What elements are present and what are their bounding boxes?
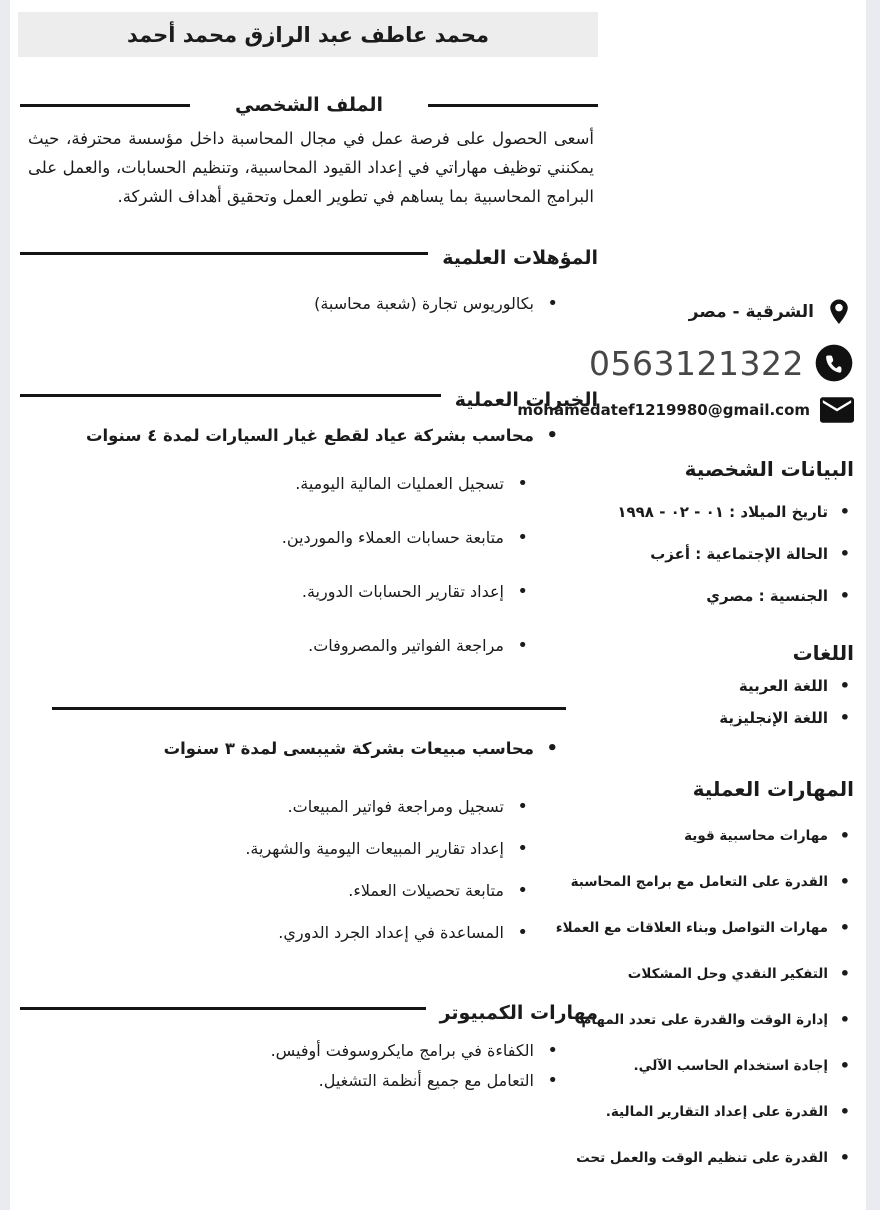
section-divider [52, 707, 566, 710]
name-header-band [18, 12, 598, 57]
email-envelope-icon [820, 397, 854, 423]
profile-text: أسعى الحصول على فرصة عمل في مجال المحاسبة داخل مؤسسة محترفة، حيث يمكنني توظيف مهاراتي في إعداد القيود المحاسبية، وتنظيم الحسابات، والعمل على البرامج المحاسبية بما يساهم في تطوير العمل وتحقيق أهداف الشركة. [28, 129, 594, 206]
computer-skills-title: مهارات الكمبيوتر [439, 1002, 598, 1024]
list-item: • القدرة على تنظيم الوقت والعمل تحت [604, 1147, 854, 1169]
job-role: • محاسب مبيعات بشركة شيبسى لمدة ٣ سنوات [20, 736, 558, 762]
qualifications-title: المؤهلات العلمية [442, 247, 598, 269]
list-item: • المساعدة في إعداد الجرد الدوري. [20, 920, 528, 946]
job-duties [20, 794, 558, 946]
qualifications-list [20, 291, 598, 317]
heading-rule [20, 394, 441, 397]
list-item: • تسجيل العمليات المالية اليومية. [20, 471, 528, 497]
job-2 [20, 736, 598, 946]
email-address: mohamedatef1219980@gmail.com [517, 401, 810, 419]
phone-number: 0563121322 [589, 343, 804, 383]
list-item: • إدارة الوقت والقدرة على تعدد المهام [604, 1009, 854, 1031]
cv-page [10, 0, 866, 1210]
list-item: • الجنسية : مصري [604, 585, 854, 607]
profile-section-heading [20, 94, 598, 116]
location-row [604, 295, 854, 329]
job-1 [20, 423, 598, 659]
languages-section [604, 641, 854, 729]
personal-data-title: البيانات الشخصية [684, 457, 854, 481]
heading-rule [428, 104, 598, 107]
list-item: • اللغة الإنجليزية [604, 707, 854, 729]
list-item: • مراجعة الفواتير والمصروفات. [20, 633, 528, 659]
phone-icon [814, 343, 854, 383]
candidate-name: محمد عاطف عبد الرازق محمد أحمد [126, 22, 490, 47]
profile-title: الملف الشخصي [234, 94, 383, 116]
qualifications-section-heading [20, 247, 598, 269]
job-duties [20, 471, 558, 659]
list-item: • التفكير النقدي وحل المشكلات [604, 963, 854, 985]
list-item: • متابعة تحصيلات العملاء. [20, 878, 528, 904]
list-item: • تسجيل ومراجعة فواتير المبيعات. [20, 794, 528, 820]
list-item: • الكفاءة في برامج مايكروسوفت أوفيس. [20, 1038, 558, 1064]
list-item: • تاريخ الميلاد : ٠١ - ٠٢ - ١٩٩٨ [604, 501, 854, 523]
location-text: الشرقية - مصر [688, 302, 814, 322]
list-item: • مهارات التواصل وبناء العلاقات مع العملاء [604, 917, 854, 939]
email-row [517, 397, 854, 423]
list-item: • الحالة الإجتماعية : أعزب [604, 543, 854, 565]
experience-title: الخبرات العملية [454, 389, 598, 411]
heading-rule [20, 252, 428, 255]
practical-skills-title: المهارات العملية [692, 777, 854, 801]
computer-skills-section-heading [20, 1002, 598, 1024]
list-item: • اللغة العربية [604, 675, 854, 697]
personal-data-section [604, 457, 854, 607]
heading-rule [20, 1007, 426, 1010]
list-item: • إجادة استخدام الحاسب الآلي. [604, 1055, 854, 1077]
list-item: • إعداد تقارير المبيعات اليومية والشهرية. [20, 836, 528, 862]
list-item: • القدرة على إعداد التقارير المالية. [604, 1101, 854, 1123]
main-column [20, 60, 598, 1094]
list-item: • متابعة حسابات العملاء والموردين. [20, 525, 528, 551]
list-item: • التعامل مع جميع أنظمة التشغيل. [20, 1068, 558, 1094]
list-item: • إعداد تقارير الحسابات الدورية. [20, 579, 528, 605]
list-item: • القدرة على التعامل مع برامج المحاسبة [604, 871, 854, 893]
location-pin-icon [824, 295, 854, 329]
list-item: • مهارات محاسبية قوية [604, 825, 854, 847]
experience-section-heading [20, 389, 598, 411]
practical-skills-section [555, 777, 854, 1169]
list-item: • بكالوريوس تجارة (شعبة محاسبة) [20, 291, 558, 317]
job-role: • محاسب بشركة عياد لقطع غيار السيارات لمدة ٤ سنوات [20, 423, 558, 449]
computer-skills-list [20, 1038, 598, 1094]
languages-title: اللغات [792, 641, 854, 665]
phone-row [589, 343, 854, 383]
heading-rule [20, 104, 190, 107]
